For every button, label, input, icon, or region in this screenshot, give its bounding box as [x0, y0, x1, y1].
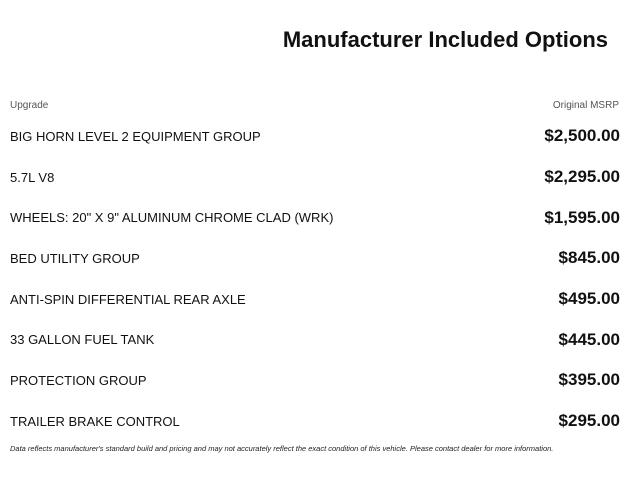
option-price: $2,500.00	[544, 126, 620, 146]
option-name: BED UTILITY GROUP	[10, 250, 140, 266]
option-price: $845.00	[558, 248, 620, 268]
option-price: $495.00	[558, 289, 620, 309]
option-name: PROTECTION GROUP	[10, 372, 147, 388]
msrp-column-header: Original MSRP	[552, 100, 619, 111]
options-list	[10, 116, 620, 442]
page-title: Manufacturer Included Options	[282, 27, 608, 52]
upgrade-column-header: Upgrade	[10, 100, 49, 111]
option-price: $395.00	[558, 370, 620, 390]
disclaimer-text: Data reflects manufacturer's standard build and pricing and may not accurately reflect the exact condition of this vehicle. Please contact dealer for more information.	[10, 444, 554, 453]
option-row	[10, 116, 620, 157]
option-name: TRAILER BRAKE CONTROL	[10, 413, 180, 429]
option-row	[10, 319, 620, 360]
option-row	[10, 157, 620, 198]
option-row	[10, 238, 620, 279]
option-row	[10, 401, 620, 442]
option-price: $1,595.00	[544, 207, 620, 227]
option-name: 33 GALLON FUEL TANK	[10, 332, 155, 348]
option-name: WHEELS: 20" X 9" ALUMINUM CHROME CLAD (WRK)	[10, 210, 334, 226]
option-row	[10, 279, 620, 320]
option-price: $2,295.00	[544, 167, 620, 187]
option-name: ANTI-SPIN DIFFERENTIAL REAR AXLE	[10, 291, 246, 307]
option-price: $295.00	[558, 411, 620, 431]
option-name: BIG HORN LEVEL 2 EQUIPMENT GROUP	[10, 128, 261, 144]
option-price: $445.00	[558, 329, 620, 349]
option-name: 5.7L V8	[10, 169, 55, 185]
option-row	[10, 360, 620, 401]
option-row	[10, 197, 620, 238]
